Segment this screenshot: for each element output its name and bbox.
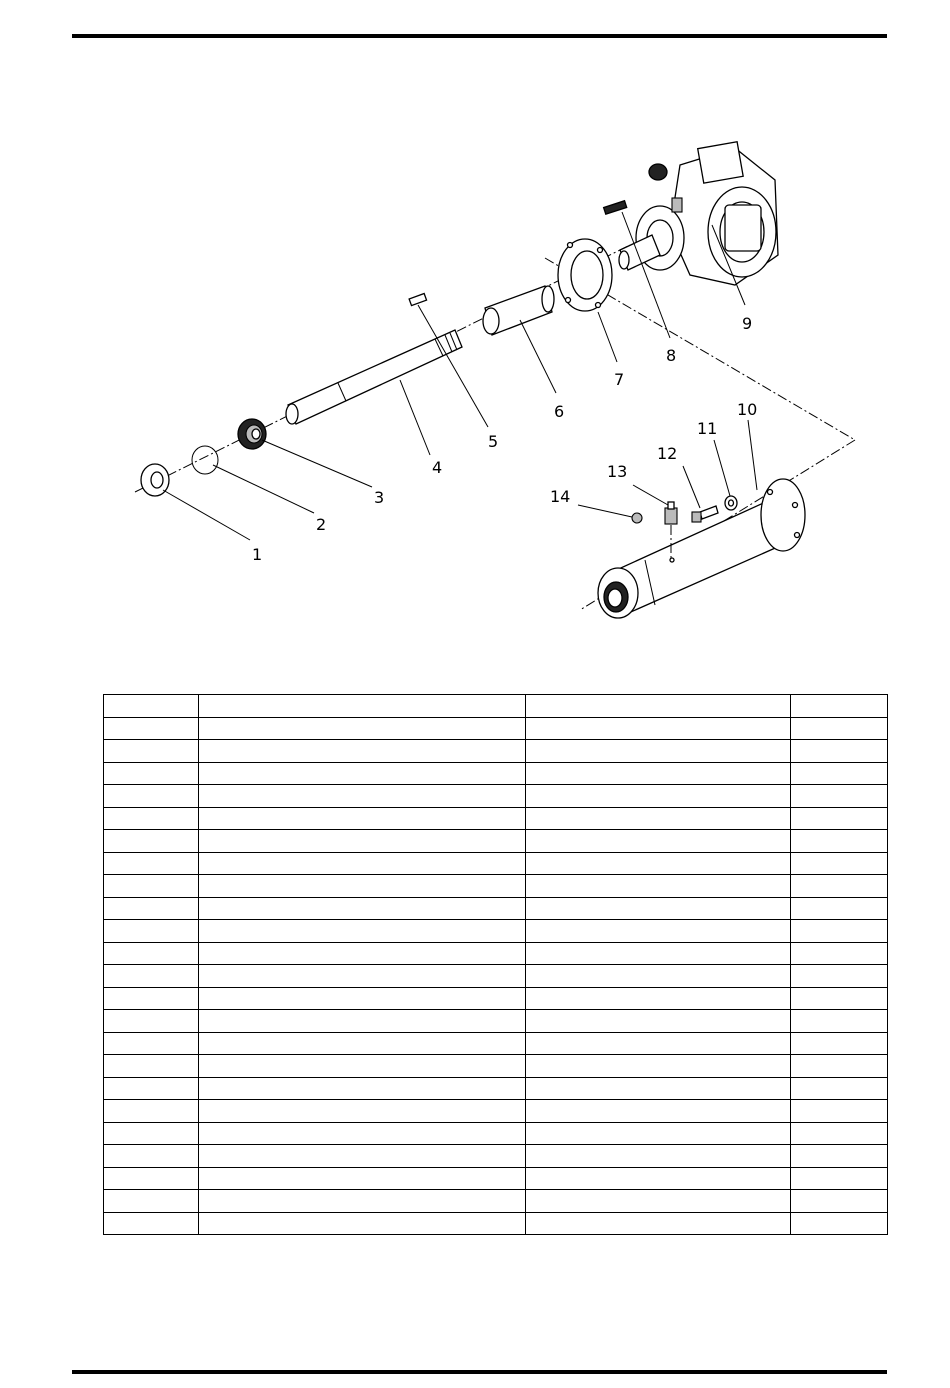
table-cell xyxy=(791,717,888,740)
table-cell xyxy=(791,1055,888,1078)
part-5-key xyxy=(409,294,426,306)
callout-5: 5 xyxy=(488,432,499,451)
table-cell xyxy=(199,717,526,740)
table-cell xyxy=(199,1032,526,1055)
callout-14: 14 xyxy=(550,487,571,506)
table-row xyxy=(104,695,888,718)
table-cell xyxy=(104,1167,199,1190)
table-cell xyxy=(526,807,791,830)
table-row xyxy=(104,1167,888,1190)
table-cell xyxy=(791,920,888,943)
table-cell xyxy=(199,830,526,853)
table-cell xyxy=(199,852,526,875)
leader-2 xyxy=(213,465,314,513)
table-cell xyxy=(791,830,888,853)
table-cell xyxy=(104,830,199,853)
table-cell xyxy=(791,942,888,965)
table-cell xyxy=(526,852,791,875)
table-row xyxy=(104,1122,888,1145)
table-cell xyxy=(104,852,199,875)
table-cell xyxy=(104,807,199,830)
table-cell xyxy=(104,1055,199,1078)
table-cell xyxy=(199,1100,526,1123)
table-cell xyxy=(199,965,526,988)
table-cell xyxy=(791,762,888,785)
table-cell xyxy=(199,762,526,785)
part-9-gearbox xyxy=(619,142,778,285)
table-row xyxy=(104,1010,888,1033)
table-row xyxy=(104,897,888,920)
table-row xyxy=(104,965,888,988)
table-row xyxy=(104,740,888,763)
leader-10 xyxy=(748,420,757,490)
table-cell xyxy=(104,1212,199,1235)
table-cell xyxy=(791,1010,888,1033)
table-row xyxy=(104,1032,888,1055)
table-row xyxy=(104,1190,888,1213)
table-cell xyxy=(104,785,199,808)
parts-list-body xyxy=(104,695,888,1235)
table-row xyxy=(104,920,888,943)
table-cell xyxy=(526,897,791,920)
callout-4: 4 xyxy=(432,458,443,477)
table-cell xyxy=(526,785,791,808)
table-cell xyxy=(104,1190,199,1213)
table-row xyxy=(104,875,888,898)
table-cell xyxy=(199,695,526,718)
table-cell xyxy=(791,695,888,718)
leader-3 xyxy=(262,440,372,487)
table-row xyxy=(104,942,888,965)
table-row xyxy=(104,1100,888,1123)
table-cell xyxy=(104,875,199,898)
table-cell xyxy=(791,740,888,763)
bottom-rule xyxy=(72,1370,887,1374)
leader-12 xyxy=(683,466,700,508)
leader-4 xyxy=(400,380,430,455)
table-cell xyxy=(199,1145,526,1168)
table-cell xyxy=(104,695,199,718)
leader-7 xyxy=(598,312,617,362)
table-cell xyxy=(526,762,791,785)
table-cell xyxy=(199,1190,526,1213)
part-6-sleeve xyxy=(483,286,554,335)
part-3-bearing xyxy=(238,419,266,449)
table-cell xyxy=(526,717,791,740)
table-cell xyxy=(526,875,791,898)
table-row xyxy=(104,717,888,740)
table-cell xyxy=(791,1190,888,1213)
table-row xyxy=(104,1077,888,1100)
leader-14 xyxy=(578,505,632,517)
callout-3: 3 xyxy=(374,488,385,507)
table-cell xyxy=(526,920,791,943)
part-4-shaft xyxy=(286,330,462,424)
callout-8: 8 xyxy=(666,346,677,365)
table-cell xyxy=(199,942,526,965)
table-cell xyxy=(104,717,199,740)
table-cell xyxy=(526,1100,791,1123)
table-cell xyxy=(104,1032,199,1055)
part-10-tube-housing xyxy=(598,479,805,618)
table-cell xyxy=(104,740,199,763)
table-cell xyxy=(199,740,526,763)
part-8-key xyxy=(604,201,627,214)
table-cell xyxy=(526,1145,791,1168)
table-cell xyxy=(104,920,199,943)
table-row xyxy=(104,1212,888,1235)
table-row xyxy=(104,807,888,830)
table-cell xyxy=(199,1010,526,1033)
table-cell xyxy=(526,1122,791,1145)
table-cell xyxy=(526,1212,791,1235)
table-row xyxy=(104,987,888,1010)
table-cell xyxy=(791,1077,888,1100)
callout-10: 10 xyxy=(737,400,758,419)
table-cell xyxy=(104,897,199,920)
table-cell xyxy=(199,920,526,943)
table-cell xyxy=(199,875,526,898)
table-row xyxy=(104,830,888,853)
callout-6: 6 xyxy=(554,402,565,421)
table-cell xyxy=(199,1055,526,1078)
table-cell xyxy=(791,1212,888,1235)
table-cell xyxy=(791,1167,888,1190)
leader-13 xyxy=(633,485,668,505)
exploded-parts-diagram xyxy=(0,0,950,690)
part-11-washer xyxy=(725,496,737,510)
table-cell xyxy=(526,695,791,718)
callout-2: 2 xyxy=(316,515,327,534)
table-cell xyxy=(791,875,888,898)
table-cell xyxy=(199,897,526,920)
part-7-gasket xyxy=(558,239,612,311)
table-cell xyxy=(104,762,199,785)
part-14-nut xyxy=(632,513,642,523)
table-cell xyxy=(526,1010,791,1033)
table-cell xyxy=(526,1055,791,1078)
part-2-circlip xyxy=(192,446,218,474)
table-cell xyxy=(199,1212,526,1235)
table-cell xyxy=(199,1167,526,1190)
table-cell xyxy=(526,942,791,965)
table-cell xyxy=(199,807,526,830)
table-cell xyxy=(199,987,526,1010)
table-cell xyxy=(791,852,888,875)
table-cell xyxy=(104,965,199,988)
callout-12: 12 xyxy=(657,444,678,463)
table-cell xyxy=(526,965,791,988)
table-cell xyxy=(526,1077,791,1100)
table-cell xyxy=(526,1032,791,1055)
table-row xyxy=(104,852,888,875)
leader-5 xyxy=(418,305,488,427)
table-cell xyxy=(104,942,199,965)
table-cell xyxy=(104,987,199,1010)
table-cell xyxy=(791,785,888,808)
table-cell xyxy=(791,1032,888,1055)
table-row xyxy=(104,762,888,785)
table-cell xyxy=(104,1077,199,1100)
table-cell xyxy=(791,965,888,988)
callout-13: 13 xyxy=(607,462,628,481)
table-cell xyxy=(791,897,888,920)
table-cell xyxy=(791,1122,888,1145)
leader-11 xyxy=(714,440,730,496)
table-cell xyxy=(199,1122,526,1145)
callout-9: 9 xyxy=(742,314,753,333)
table-cell xyxy=(104,1100,199,1123)
callout-7: 7 xyxy=(614,370,625,389)
callout-1: 1 xyxy=(252,545,263,564)
table-cell xyxy=(791,807,888,830)
table-cell xyxy=(199,1077,526,1100)
part-12-bolt xyxy=(692,506,718,522)
table-cell xyxy=(526,830,791,853)
table-cell xyxy=(526,1167,791,1190)
parts-list-table xyxy=(103,694,888,1235)
table-cell xyxy=(104,1145,199,1168)
table-cell xyxy=(199,785,526,808)
leader-6 xyxy=(520,320,556,393)
table-cell xyxy=(526,987,791,1010)
table-cell xyxy=(791,987,888,1010)
callout-11: 11 xyxy=(697,419,718,438)
table-row xyxy=(104,1055,888,1078)
table-cell xyxy=(104,1010,199,1033)
table-cell xyxy=(791,1100,888,1123)
table-row xyxy=(104,785,888,808)
leader-1 xyxy=(163,490,250,540)
table-cell xyxy=(791,1145,888,1168)
table-cell xyxy=(526,740,791,763)
table-row xyxy=(104,1145,888,1168)
table-cell xyxy=(526,1190,791,1213)
table-cell xyxy=(104,1122,199,1145)
